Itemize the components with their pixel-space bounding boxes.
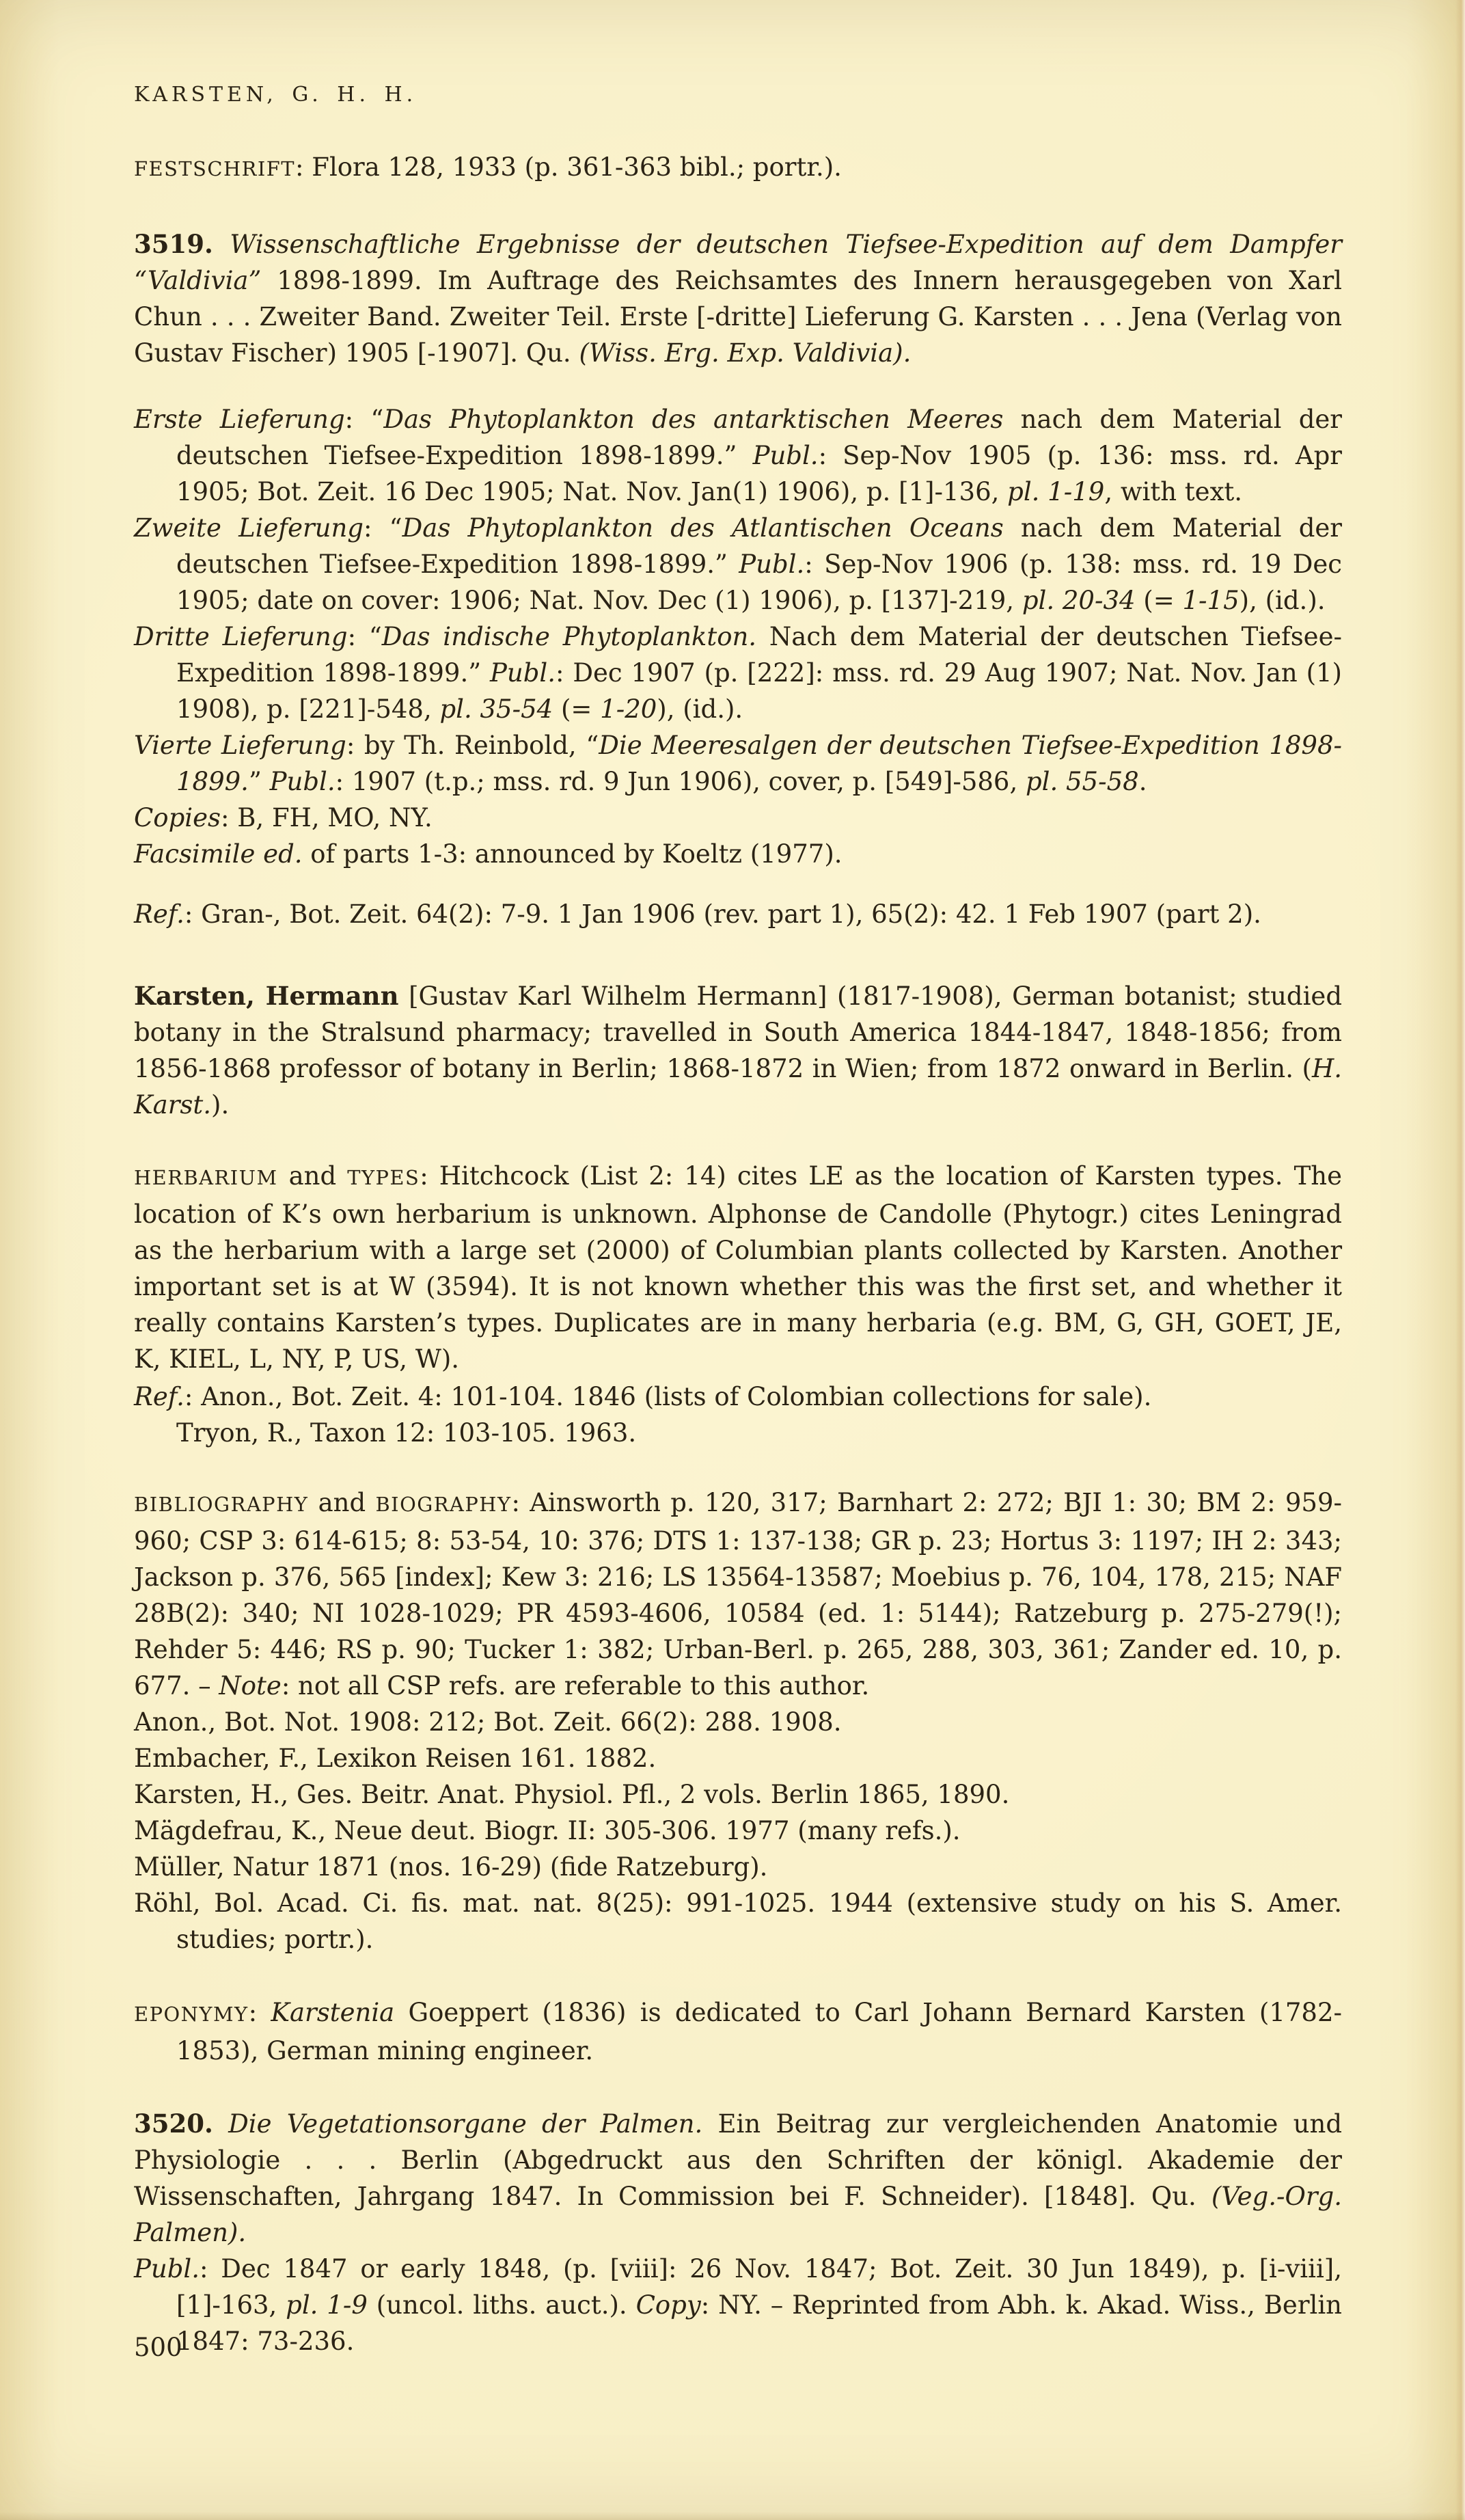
entry-3520-publ: Publ.: Dec 1847 or early 1848, (p. [viii]: 26 Nov. 1847; Bot. Zeit. 30 Jun 1849), p. [i-viii], [1]-163, pl. 1-9 (uncol. liths. auct.). Copy: NY. – Reprinted from Abh. k. Akad. Wiss., Berlin 1847: 73-236. xyxy=(134,2254,1342,2356)
text-column xyxy=(134,81,1342,2359)
lieferung-erste: Erste Lieferung: “Das Phytoplankton des antarktischen Meeres nach dem Material der deutschen Tiefsee-Expedition 1898-1899.” Publ.: Sep-Nov 1905 (p. 136: mss. rd. Apr 1905; Bot. Zeit. 16 Dec 1905; Nat. Nov. Jan(1) 1906), p. [1]-136, pl. 1-19, with text. xyxy=(134,405,1342,506)
bibliography-and-biography: BIBLIOGRAPHY and BIOGRAPHY: Ainsworth p. 120, 317; Barnhart 2: 272; BJI 1: 30; BM 2: 959-960; CSP 3: 614-615; 8: 53-54, 10: 376; DTS 1: 137-138; GR p. 23; Hortus 3: 1197; IH 2: 343; Jackson p. 376, 565 [index]; Kew 3: 216; LS 13564-13587; Moebius p. 76, 104, 178, 215; NAF 28B(2): 340; NI 1028-1029; PR 4593-4606, 10584 (ed. 1: 5144); Ratzeburg p. 275-279(!); Rehder 5: 446; RS p. 90; Tucker 1: 382; Urban-Berl. p. 265, 288, 303, 361; Zander ed. 10, p. 677. – Note: not all CSP refs. are referable to this author. xyxy=(134,1488,1342,1701)
ref-rohl: Röhl, Bol. Acad. Ci. fis. mat. nat. 8(25): 991-1025. 1944 (extensive study on his S. Amer. studies; portr.). xyxy=(134,1888,1342,1954)
entry-3520-heading: 3520. Die Vegetationsorgane der Palmen. Ein Beitrag zur vergleichenden Anatomie und Physiologie . . . Berlin (Abgedruckt aus den Schriften der königl. Akademie der Wissenschaften, Jahrgang 1847. In Commission bei F. Schneider). [1848]. Qu. (Veg.-Org. Palmen). xyxy=(134,2109,1343,2247)
ref-karsten-h: Karsten, H., Ges. Beitr. Anat. Physiol. Pfl., 2 vols. Berlin 1865, 1890. xyxy=(134,1780,1010,1809)
scan-shadow-bottom xyxy=(0,2512,1465,2520)
entry-3519-ref: Ref.: Gran-, Bot. Zeit. 64(2): 7-9. 1 Jan 1906 (rev. part 1), 65(2): 42. 1 Feb 1907 (part 2). xyxy=(134,899,1261,929)
facsimile-line: Facsimile ed. of parts 1-3: announced by Koeltz (1977). xyxy=(134,839,843,869)
entry-3519-lieferung-block xyxy=(134,401,1342,872)
lieferung-vierte: Vierte Lieferung: by Th. Reinbold, “Die Meeresalgen der deutschen Tiefsee-Expedition 1898-1899.” Publ.: 1907 (t.p.; mss. rd. 9 Jun 1906), cover, p. [549]-586, pl. 55-58. xyxy=(134,731,1343,796)
ref-muller: Müller, Natur 1871 (nos. 16-29) (fide Ratzeburg). xyxy=(134,1852,768,1882)
festschrift-line: FESTSCHRIFT: Flora 128, 1933 (p. 361-363 bibl.; portr.). xyxy=(134,152,842,182)
ref-embacher: Embacher, F., Lexikon Reisen 161. 1882. xyxy=(134,1744,657,1773)
scan-edge-artifact xyxy=(1455,0,1465,2520)
page-number: 500 xyxy=(134,2333,182,2362)
lieferung-zweite: Zweite Lieferung: “Das Phytoplankton des Atlantischen Oceans nach dem Material der deutschen Tiefsee-Expedition 1898-1899.” Publ.: Sep-Nov 1906 (p. 138: mss. rd. 19 Dec 1905; date on cover: 1906; Nat. Nov. Dec (1) 1906), p. [137]-219, pl. 20-34 (= 1-15), (id.). xyxy=(134,513,1342,615)
karsten-hermann-biography: Karsten, Hermann [Gustav Karl Wilhelm Hermann] (1817-1908), German botanist; studied botany in the Stralsund pharmacy; travelled in South America 1844-1847, 1848-1856; from 1856-1868 professor of botany in Berlin; 1868-1872 in Wien; from 1872 onward in Berlin. (H. Karst.). xyxy=(134,981,1343,1120)
herbarium-ref: Ref.: Anon., Bot. Zeit. 4: 101-104. 1846 (lists of Colombian collections for sale). xyxy=(134,1382,1152,1411)
running-head: KARSTEN, G. H. H. xyxy=(134,83,417,107)
ref-magdefrau: Mägdefrau, K., Neue deut. Biogr. II: 305-306. 1977 (many refs.). xyxy=(134,1816,961,1845)
eponymy: EPONYMY: Karstenia Goeppert (1836) is dedicated to Carl Johann Bernard Karsten (1782-1853), German mining engineer. xyxy=(134,1998,1342,2065)
entry-3519-heading: 3519. Wissenschaftliche Ergebnisse der deutschen Tiefsee-Expedition auf dem Dampfer “Valdivia” 1898-1899. Im Auftrage des Reichsamtes des Innern herausgegeben von Xarl Chun . . . Zweiter Band. Zweiter Teil. Erste [-dritte] Lieferung G. Karsten . . . Jena (Verlag von Gustav Fischer) 1905 [-1907]. Qu. (Wiss. Erg. Exp. Valdivia). xyxy=(134,229,1342,368)
ref-anon-1908: Anon., Bot. Not. 1908: 212; Bot. Zeit. 66(2): 288. 1908. xyxy=(134,1707,842,1737)
lieferung-dritte: Dritte Lieferung: “Das indische Phytoplankton. Nach dem Material der deutschen Tiefsee-Expedition 1898-1899.” Publ.: Dec 1907 (p. [222]: mss. rd. 29 Aug 1907; Nat. Nov. Jan (1) 1908), p. [221]-548, pl. 35-54 (= 1-20), (id.). xyxy=(134,622,1342,724)
copies-line: Copies: B, FH, MO, NY. xyxy=(134,803,433,832)
herbarium-and-types: HERBARIUM and TYPES: Hitchcock (List 2: 14) cites LE as the location of Karsten types. The location of K’s own herbarium is unknown. Alphonse de Candolle (Phytogr.) cites Leningrad as the herbarium with a large set (2000) of Columbian plants collected by Karsten. Another important set is at W (3594). It is not known whether this was the first set, and whether it really contains Karsten’s types. Duplicates are in many herbaria (e.g. BM, G, GH, GOET, JE, K, KIEL, L, NY, P, US, W). xyxy=(134,1161,1342,1374)
herbarium-ref-tryon: Tryon, R., Taxon 12: 103-105. 1963. xyxy=(176,1418,637,1448)
